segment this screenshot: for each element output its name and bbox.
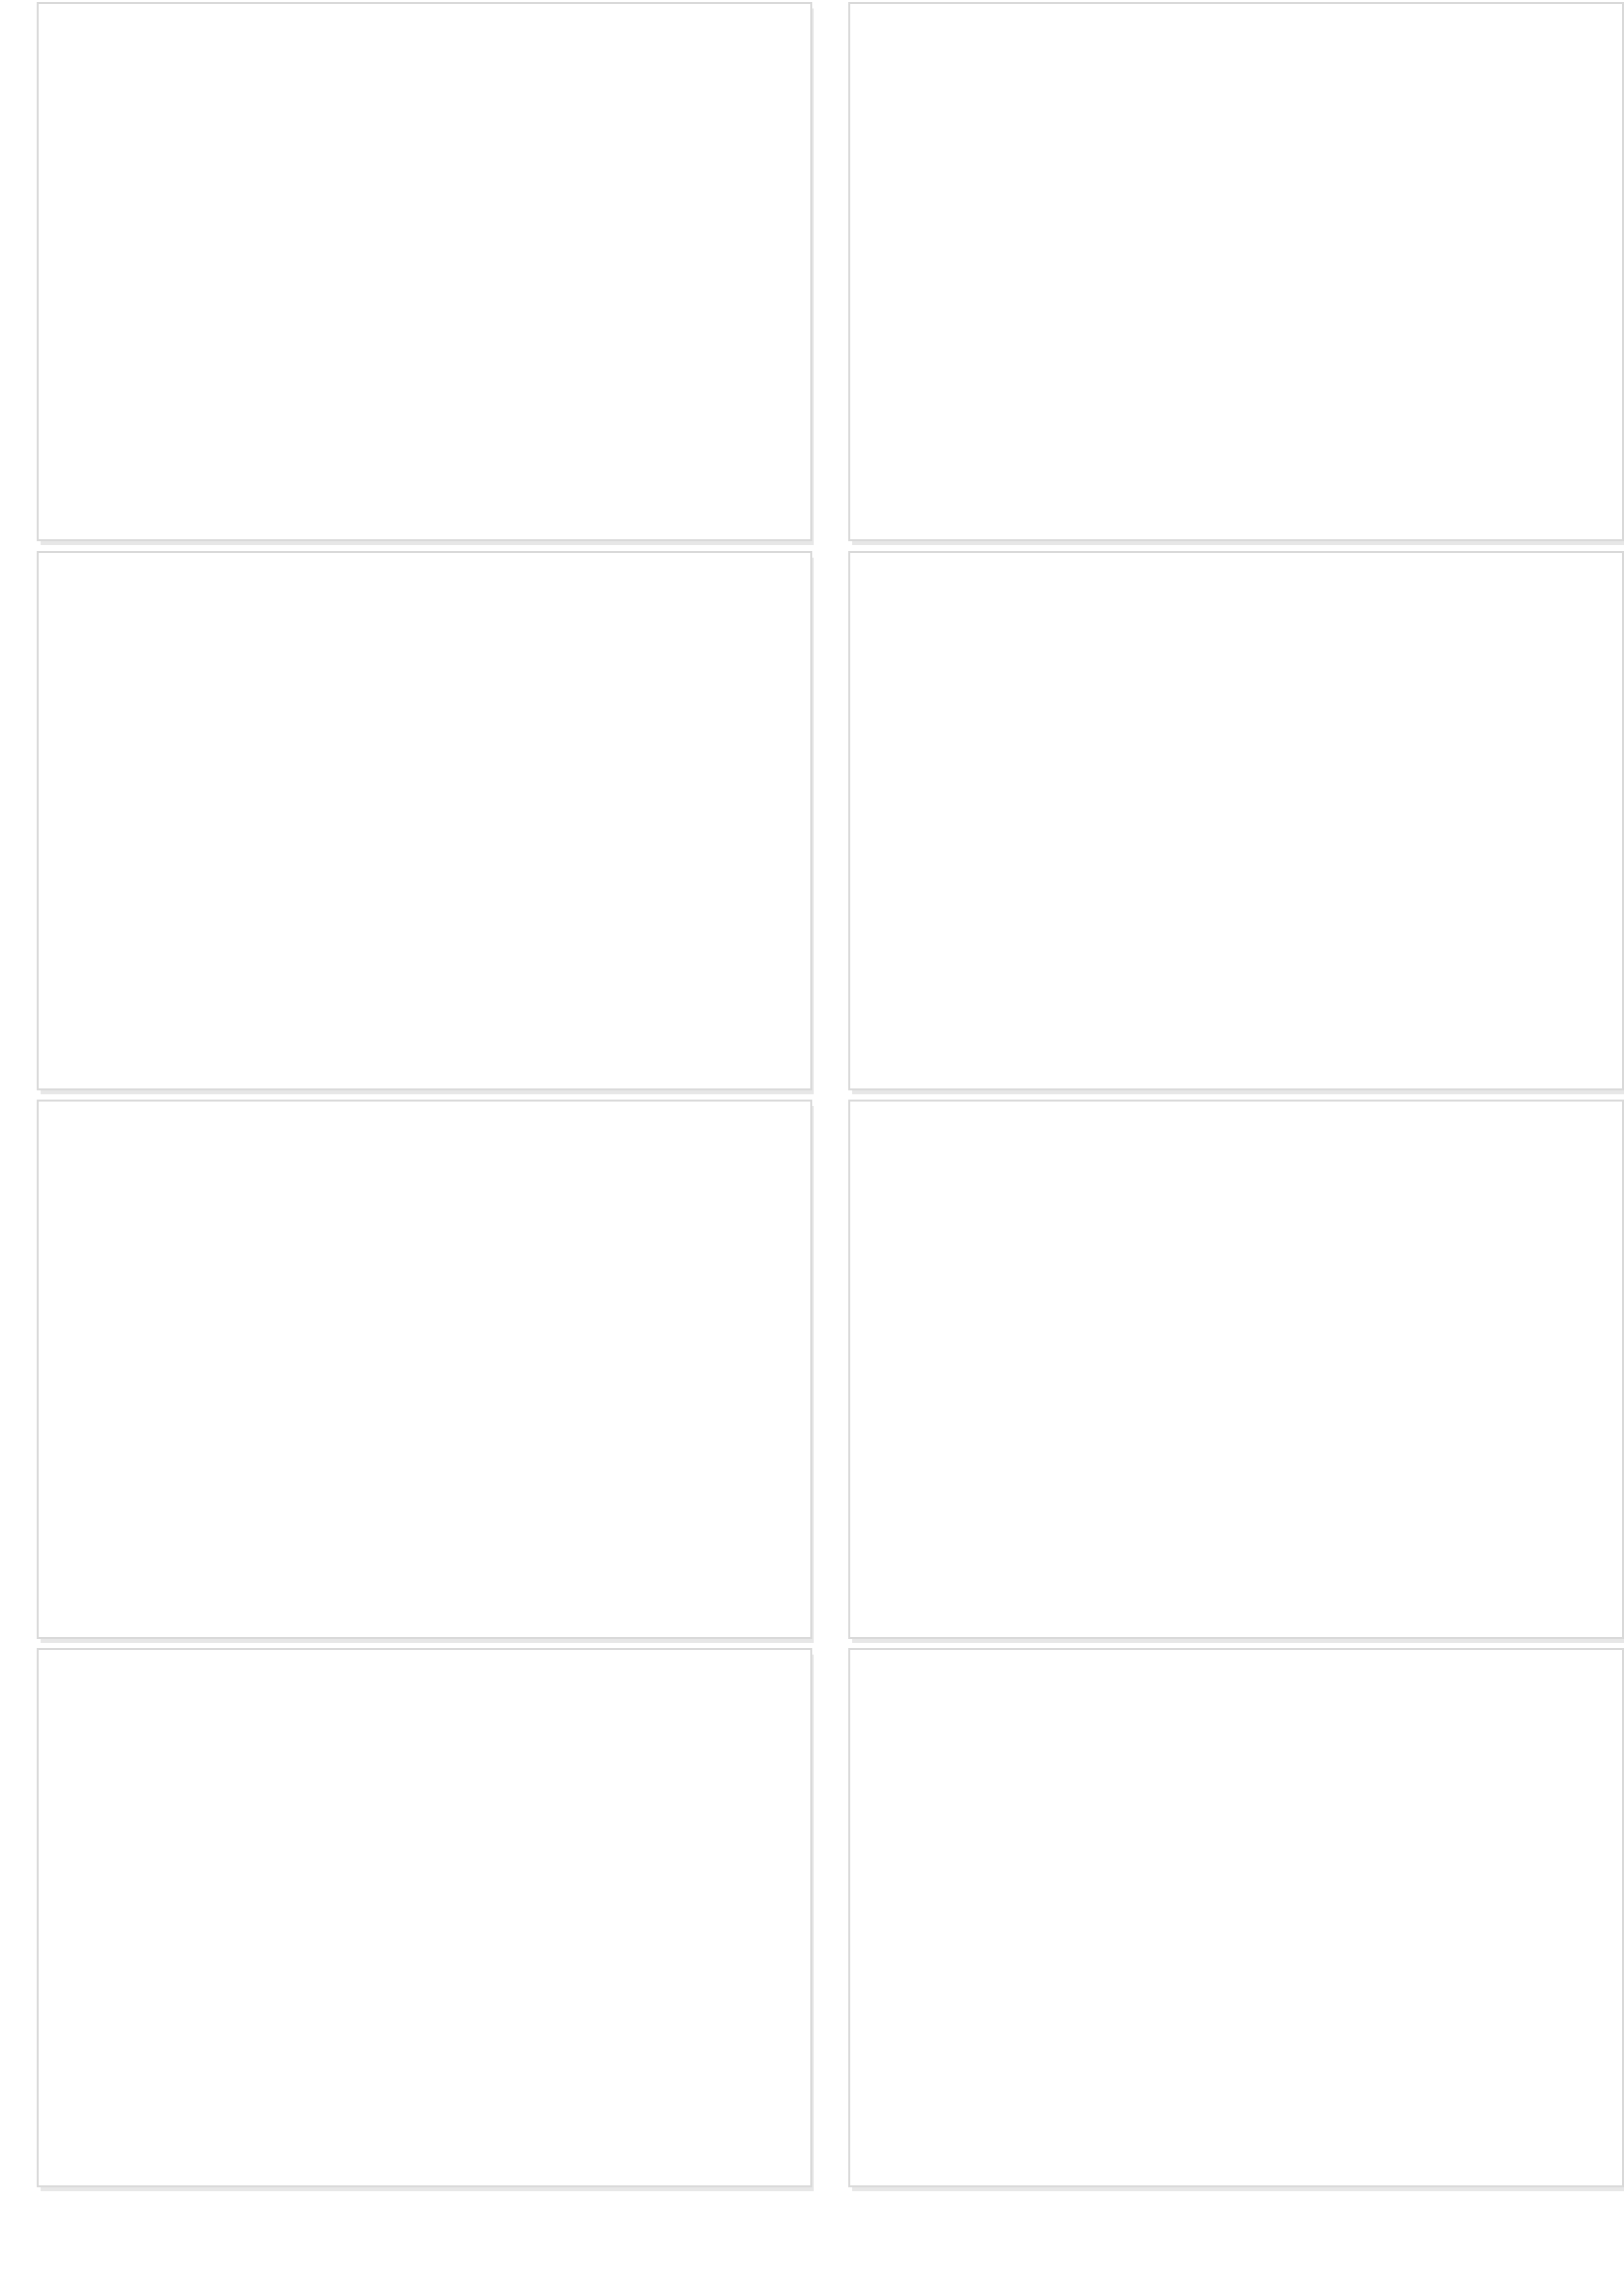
chart-canvas-la [39, 1650, 810, 2185]
chart-canvas-ima [39, 1102, 810, 1637]
chart-canvas-stha [850, 1650, 1622, 2185]
chart-canvas-fa [850, 1102, 1622, 1637]
chart-panel-eca [848, 2, 1624, 541]
chart-panel-ta [848, 551, 1624, 1090]
chart-panel-stha [848, 1648, 1624, 2187]
chart-canvas-ica [39, 4, 810, 539]
chart-panel-ima [37, 1100, 812, 1639]
chart-panel-va [37, 551, 812, 1090]
chart-canvas-ta [850, 553, 1622, 1088]
chart-panel-ica [37, 2, 812, 541]
chart-canvas-va [39, 553, 810, 1088]
chart-panel-la [37, 1648, 812, 2187]
chart-panel-fa [848, 1100, 1624, 1639]
chart-canvas-eca [850, 4, 1622, 539]
